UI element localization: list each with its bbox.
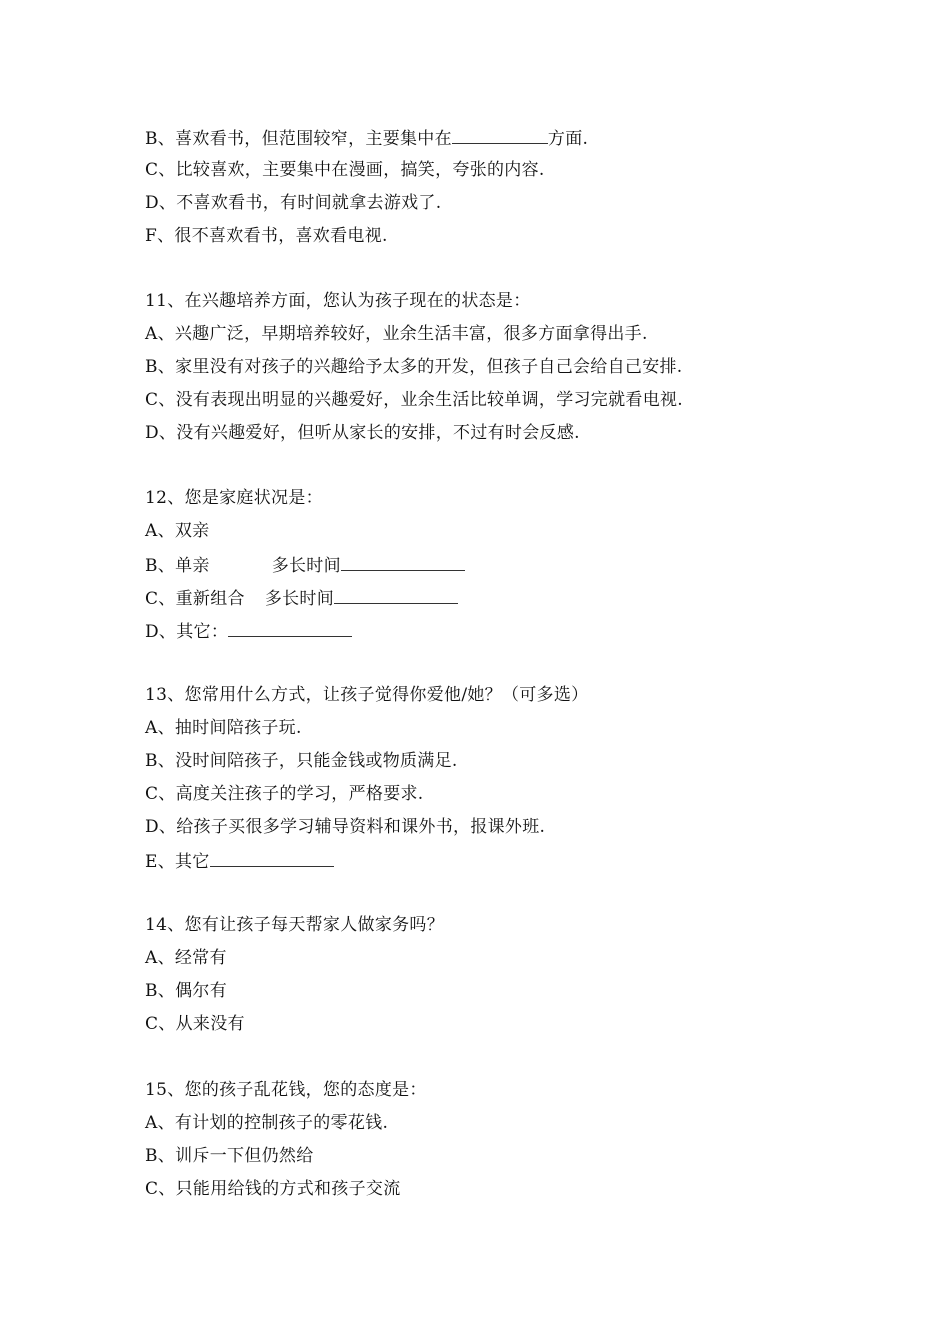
q11-option-c: C、没有表现出明显的兴趣爱好，业余生活比较单调，学习完就看电视.: [145, 390, 684, 410]
q10-option-b: [145, 126, 588, 150]
q12-option-c-duration-blank[interactable]: [334, 586, 458, 604]
q14-option-a: A、经常有: [145, 948, 227, 968]
q10-option-b-text: B、喜欢看书，但范围较窄，主要集中在: [145, 129, 452, 149]
q12-option-d-label: D、其它：: [145, 622, 229, 642]
q15-option-b: B、训斥一下但仍然给: [145, 1146, 314, 1166]
q13-option-c: C、高度关注孩子的学习，严格要求.: [145, 784, 424, 804]
q12-option-b-duration-label: 多长时间: [271, 556, 341, 576]
q12-option-d-blank[interactable]: [228, 619, 352, 637]
q11-question: 11、在兴趣培养方面，您认为孩子现在的状态是：: [145, 291, 531, 311]
q12-option-c-label: C、重新组合: [145, 589, 245, 609]
q10-option-b-blank[interactable]: [452, 126, 548, 144]
q10-option-b-suffix: 方面.: [547, 129, 589, 149]
q12-option-c-duration-label: 多长时间: [264, 589, 335, 609]
q10-option-c: C、比较喜欢，主要集中在漫画，搞笑，夸张的内容.: [145, 160, 545, 180]
q14-question: 14、您有让孩子每天帮家人做家务吗？: [145, 915, 445, 935]
q12-option-b: [145, 553, 465, 577]
q14-option-c: C、从来没有: [145, 1014, 245, 1034]
q12-option-b-duration-blank[interactable]: [341, 553, 465, 571]
q13-option-b: B、没时间陪孩子，只能金钱或物质满足.: [145, 751, 458, 771]
q12-option-d: [145, 619, 352, 643]
q15-option-a: A、有计划的控制孩子的零花钱.: [145, 1113, 389, 1133]
q15-question: 15、您的孩子乱花钱，您的态度是：: [145, 1080, 427, 1100]
q12-question: 12、您是家庭状况是：: [145, 488, 323, 508]
q13-option-e-blank[interactable]: [210, 849, 334, 867]
q14-option-b: B、偶尔有: [145, 981, 227, 1001]
q11-option-b: B、家里没有对孩子的兴趣给予太多的开发，但孩子自己会给自己安排.: [145, 357, 683, 377]
q11-option-d: D、没有兴趣爱好，但听从家长的安排，不过有时会反感.: [145, 423, 580, 443]
q10-option-d: D、不喜欢看书，有时间就拿去游戏了.: [145, 193, 442, 213]
q15-option-c: C、只能用给钱的方式和孩子交流: [145, 1179, 401, 1199]
q12-option-a: A、双亲: [145, 521, 210, 541]
q13-option-d: D、给孩子买很多学习辅导资料和课外书，报课外班.: [145, 817, 546, 837]
q11-option-a: A、兴趣广泛，早期培养较好，业余生活丰富，很多方面拿得出手.: [145, 324, 648, 344]
q13-option-a: A、抽时间陪孩子玩.: [145, 718, 302, 738]
q13-question: 13、您常用什么方式，让孩子觉得你爱他/她？（可多选）: [145, 685, 589, 705]
q12-option-c: [145, 586, 458, 610]
q13-option-e-label: E、其它: [145, 852, 210, 872]
q10-option-f: F、很不喜欢看书，喜欢看电视.: [145, 226, 388, 246]
q13-option-e: [145, 849, 334, 873]
q12-option-b-label: B、单亲: [145, 556, 210, 576]
